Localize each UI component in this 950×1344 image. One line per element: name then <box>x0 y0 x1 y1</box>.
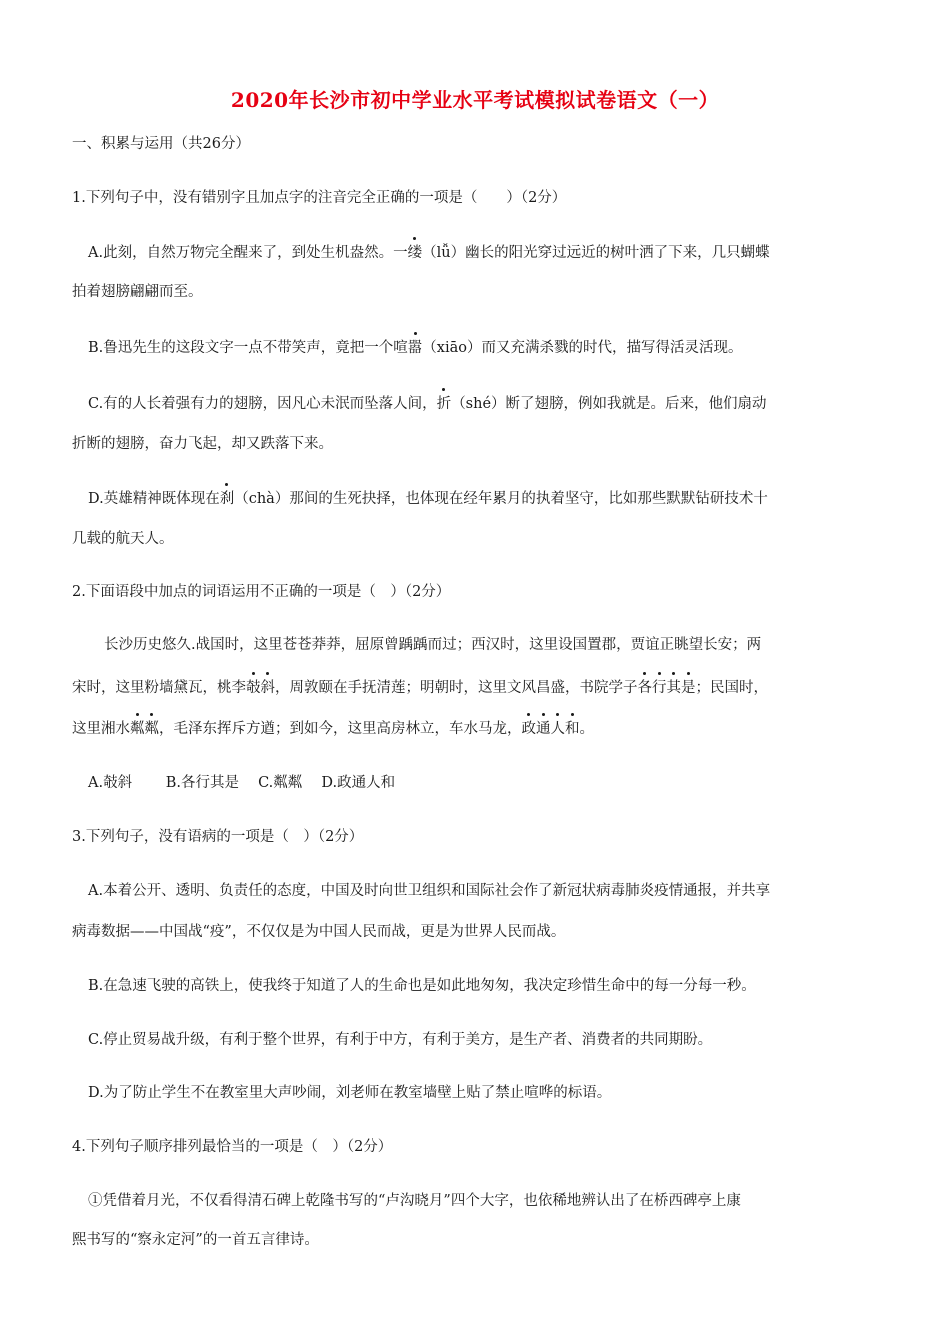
passage-text: ，周敦颐在手抚清莲；明朝时，这里文风昌盛，书院学子 <box>275 680 638 696</box>
q1-option-a-text-2: （lǚ）幽长的阳光穿过远近的树叶洒了下来，几只蝴蝶 <box>422 245 770 261</box>
emphasized-char: 粼 <box>144 721 159 737</box>
q1-option-a-text: A.此刻，自然万物完全醒来了，到处生机盎然。一 <box>88 245 408 261</box>
emphasized-char: 斜 <box>260 680 275 696</box>
q4-sentence-1-line1: ①凭借着月光，不仅看得清石碑上乾隆书写的“卢沟晓月”四个大字，也依稀地辨认出了在桥西碑亭上康 <box>88 1193 741 1209</box>
emphasized-char: 缕 <box>407 245 423 261</box>
q3-option-a-line1: A.本着公开、透明、负责任的态度，中国及时向世卫组织和国际社会作了新冠状病毒肺炎疫情通报，并共享 <box>88 883 771 899</box>
emphasized-char: 各 <box>637 680 652 696</box>
emphasized-word <box>130 721 159 737</box>
q1-option-a-line2: 拍着翅膀翩翩而至。 <box>72 284 203 300</box>
q2-passage-line2 <box>72 678 768 698</box>
passage-text: 。 <box>579 721 594 737</box>
q3-option-b: B.在急速飞驶的高铁上，使我终于知道了人的生命也是如此地匆匆，我决定珍惜生命中的每一分每一秒。 <box>88 978 756 994</box>
q4-sentence-1-line2: 熙书写的“察永定河”的一首五言律诗。 <box>72 1232 319 1248</box>
emphasized-char: 和 <box>565 721 580 737</box>
q3-option-c: C.停止贸易战升级，有利于整个世界，有利于中方，有利于美方，是生产者、消费者的共同期盼。 <box>88 1032 713 1048</box>
document-title: 2020年长沙市初中学业水平考试模拟试卷语文（一） <box>230 88 720 112</box>
q1-option-c-text: C.有的人长着强有力的翅膀，因凡心未泯而坠落人间， <box>88 396 437 412</box>
emphasized-char: 嚣 <box>407 340 423 356</box>
q3-option-d: D.为了防止学生不在教室里大声吵闹，刘老师在教室墙壁上贴了禁止喧哗的标语。 <box>88 1085 612 1101</box>
emphasized-char: 政 <box>521 721 536 737</box>
section-heading: 一、积累与运用（共26分） <box>72 136 250 152</box>
emphasized-char: 粼 <box>130 721 145 737</box>
emphasized-word <box>522 721 580 737</box>
emphasized-char: 攲 <box>246 680 261 696</box>
q1-option-c-line2: 折断的翅膀，奋力飞起，却又跌落下来。 <box>72 436 333 452</box>
q3-option-a-line2: 病毒数据——中国战“疫”，不仅仅是为中国人民而战，更是为世界人民而战。 <box>72 924 566 940</box>
q1-option-c-text-2: （shé）断了翅膀，例如我就是。后来，他们扇动 <box>451 396 767 412</box>
q3-stem: 3.下列句子，没有语病的一项是（ ）（2分） <box>72 829 364 845</box>
q2-passage-line3 <box>72 719 594 739</box>
q1-option-b <box>88 338 742 358</box>
emphasized-char: 是 <box>681 680 696 696</box>
q1-option-d-line2: 几载的航天人。 <box>72 531 174 547</box>
emphasized-word <box>246 680 275 696</box>
q4-stem: 4.下列句子顺序排列最恰当的一项是（ ）（2分） <box>72 1139 393 1155</box>
emphasized-char: 折 <box>436 396 452 412</box>
passage-text: 这里湘水 <box>72 721 130 737</box>
emphasized-char: 通 <box>536 721 551 737</box>
emphasized-char: 其 <box>666 680 681 696</box>
emphasized-char: 刹 <box>219 491 235 507</box>
passage-text: 宋时，这里粉墙黛瓦，桃李 <box>72 680 246 696</box>
q1-option-d-line1 <box>88 489 768 509</box>
q1-option-d-text-2: （chà）那间的生死抉择，也体现在经年累月的执着坚守，比如那些默默钻研技术十 <box>234 491 768 507</box>
q2-passage-line1: 长沙历史悠久.战国时，这里苍苍莽莽，屈原曾踽踽而过；西汉时，这里设国置郡，贾谊正眺望长安；两 <box>104 637 762 653</box>
q1-option-d-text: D.英雄精神既体现在 <box>88 491 220 507</box>
q1-option-b-text: B.鲁迅先生的这段文字一点不带笑声，竟把一个喧 <box>88 340 408 356</box>
q1-option-b-text-2: （xiāo）而又充满杀戮的时代，描写得活灵活现。 <box>422 340 743 356</box>
q1-stem: 1.下列句子中，没有错别字且加点字的注音完全正确的一项是（ ）（2分） <box>72 190 567 206</box>
passage-text: ；民国时， <box>695 680 768 696</box>
emphasized-char: 行 <box>652 680 667 696</box>
q1-option-a-line1 <box>88 243 770 263</box>
emphasized-char: 人 <box>550 721 565 737</box>
q1-option-c-line1 <box>88 394 767 414</box>
emphasized-word <box>638 680 696 696</box>
passage-text: ，毛泽东挥斥方遒；到如今，这里高房林立，车水马龙， <box>159 721 522 737</box>
q2-stem: 2.下面语段中加点的词语运用不正确的一项是（ ）（2分） <box>72 584 451 600</box>
q2-options: A.攲斜 B.各行其是 C.粼粼 D.政通人和 <box>88 775 396 791</box>
